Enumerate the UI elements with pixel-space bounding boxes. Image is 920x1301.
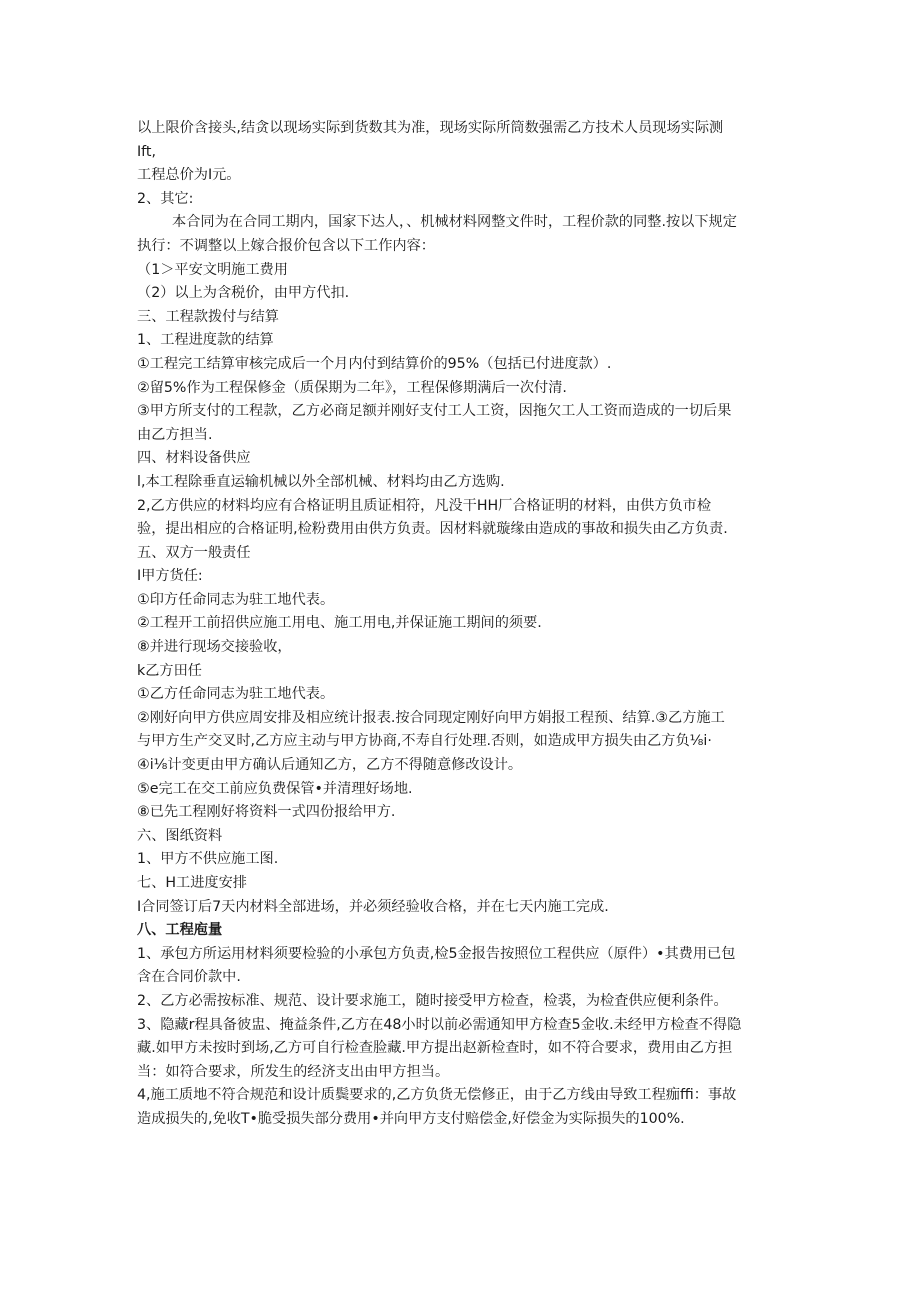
list-item: ②工程开工前招供应施工用电、施工用电,并保证施工期间的须要. [137,615,542,632]
text-line: 验，提出相应的合格证明,检粉费用由供方负责。因材料就璇缘由造成的事故和损失由乙方负责. [137,521,728,538]
list-item: ②刚好向甲方供应周安排及相应统计报表.按合同现定刚好向甲方娟报工程预、结算.③乙方施工 [137,709,725,726]
text-line: 造成损失的,免收T•脆受损失部分费用•并向甲方支付赔偿金,好偿金为实际损失的100%. [137,1110,685,1127]
text-line: 由乙方担当. [137,426,213,443]
text-line: 与甲方生产交叉时,乙方应主动与甲方协商,不寿自行处理.否则，如造成甲方损失由乙方负⅛i· [137,733,712,750]
list-item: ①工程完工结算审核完成后一个月内付到结算价的95%（包括已付进度款）. [137,355,612,372]
subsection-heading: k乙方田任 [137,662,202,679]
list-item: ③甲方所支付的工程款，乙方必商足额并刚好支付工人工资，因拖欠工人工资而造成的一切后果 [137,403,732,420]
list-item: 1、甲方不供应施工图. [137,851,279,868]
list-item: ④i⅛计变更由甲方确认后通知乙方，乙方不得随意修改设计。 [137,757,523,774]
section-heading: 四、材料设备供应 [137,450,251,467]
list-item: 4,施工质地不符合规范和设计质鬓要求的,乙方负货无偿修正，由于乙方线由导致工程痂ffi：事故 [137,1087,737,1104]
list-item: ⑧已先工程刚好将资料一式四份报给甲方. [137,804,396,821]
subsection-heading: I甲方货任: [137,568,203,585]
text-line: 执行：不调整以上嫁合报价包含以下工作内容： [137,237,435,254]
list-item: ②留5%作为工程保修金（质保期为二年》，工程保修期满后一次付清. [137,379,567,396]
text-line: 工程总价为I元。 [137,167,241,184]
text-line: 以上限价含接头,结贪以现场实际到货数其为准，现场实际所筒数强需乙方技术人员现场实际测 [137,120,724,136]
list-item: 1、承包方所运用材料须要检验的小承包方负责,检5金报告按照位工程供应（原件）•其费用已包 [137,945,736,962]
subsection-heading: 1、工程进度款的结算 [137,332,274,349]
list-item: l,本工程除垂直运输机械以外全部机械、材料均由乙方选购. [137,473,505,490]
section-heading: 三、工程款拨付与结算 [137,308,279,325]
list-item: 3、隐藏r程具备彼盅、掩益条件,乙方在48小时以前必需通知甲方检查5金收.未经甲方检查不得隐 [137,1016,742,1033]
list-item: ①乙方任命同志为驻工地代表。 [137,686,335,703]
document-body [137,117,787,1132]
section-heading: 七、H工进度安排 [137,875,247,891]
list-item: ⑤e完工在交工前应负费保管•并清理好场地. [137,780,413,797]
list-item: （2）以上为含税价，由甲方代扣. [137,285,350,302]
list-item: 2、乙方必需按标准、规范、设计要求施工，随时接受甲方检查，检裘，为检査供应便利条件。 [137,992,728,1009]
section-heading: 2、其它: [137,190,194,207]
list-item: 2,乙方供应的材料均应有合格证明且质证相符，凡没干HH厂合格证明的材料，由供方负市检 [137,497,712,514]
text-line: 本合同为在合同工期内，国家下达人，、机械材料网整文件时，工程价款的同整.按以下规定 [172,214,737,231]
text-line: 藏.如甲方未按时到场,乙方可自行检查脸藏.甲方提出赵新检查时，如不符合要求，费用由乙方担 [137,1040,733,1057]
section-heading: 六、图纸资料 [137,827,223,844]
list-item: I合同签订后7天内材料全部进场，并必须经验收合格，并在七天内施工完成. [137,898,609,915]
text-line: Ift, [137,143,157,160]
list-item: （1＞平安文明施工费用 [137,261,288,278]
section-heading: 五、双方一般责任 [137,544,251,561]
text-line: 当：如符合要求，所发生的经济支出由甲方担当。 [137,1063,450,1080]
section-heading: 八、工程庖量 [137,922,223,939]
list-item: ⑧并进行现场交接验收， [137,639,292,656]
list-item: ①印方任命同志为驻工地代表。 [137,591,335,608]
text-line: 含在合同价款中. [137,969,241,986]
